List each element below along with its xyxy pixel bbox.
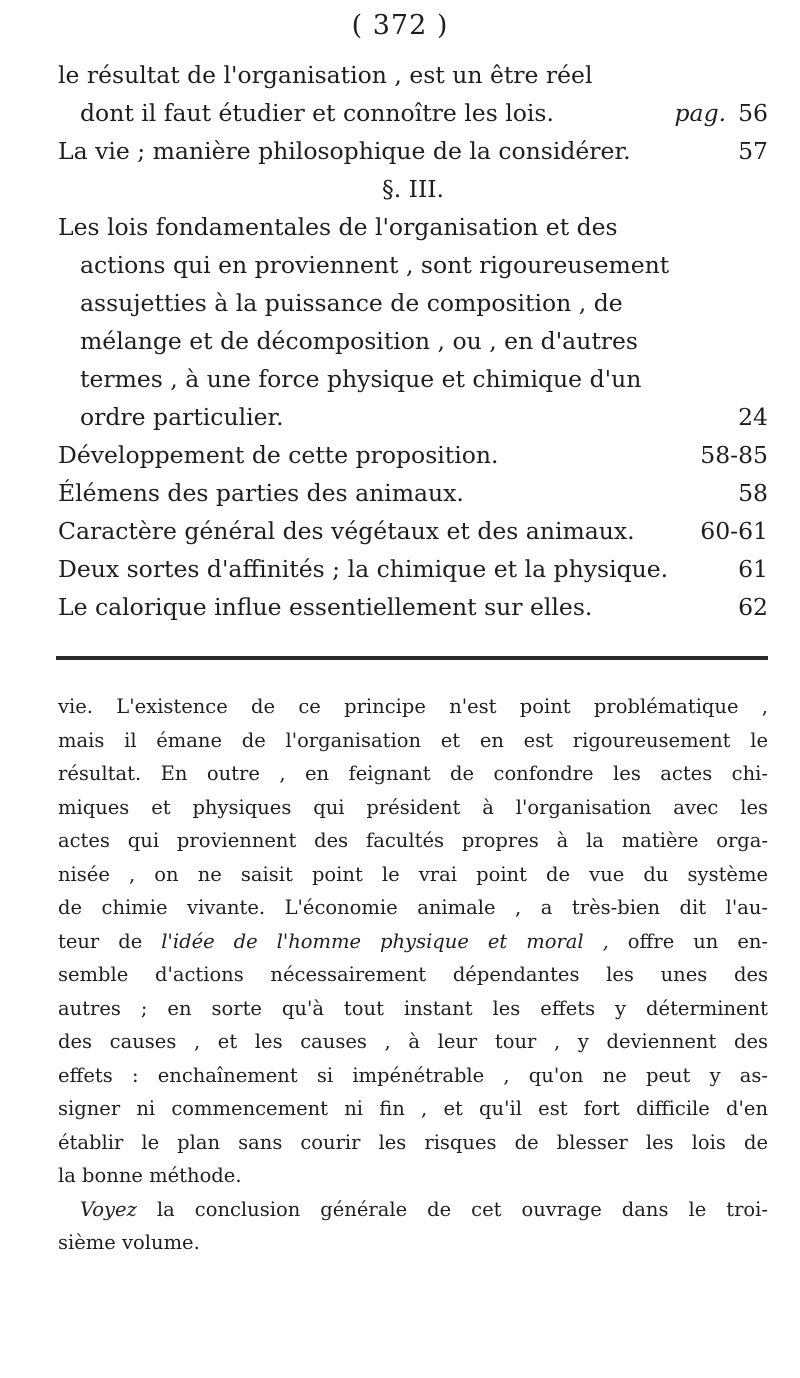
footnote-line: vie. L'existence de ce principe n'est point problématique ,	[58, 695, 768, 718]
footnote-line	[58, 925, 768, 959]
footnote-line: mais il émane de l'organisation et en est rigoureusement le	[58, 728, 768, 752]
toc-entry-text: Le calorique influe essentiellement sur elles.	[58, 593, 593, 621]
toc-page-number: 58-85	[700, 441, 768, 469]
summary-line: actions qui en proviennent , sont rigoureusement	[80, 251, 670, 279]
toc-line	[58, 132, 768, 170]
summary-line-text: ordre particulier.	[80, 403, 284, 431]
book-title: l'idée de l'homme physique et moral ,	[161, 929, 609, 953]
toc-page-number: 60-61	[700, 517, 768, 545]
summary-line: termes , à une force physique et chimique d'un	[80, 365, 642, 393]
footnote-line: des causes , et les causes , à leur tour , y deviennent des	[58, 1030, 768, 1053]
footnote-text: teur de	[58, 929, 143, 953]
summary-line: mélange et de décomposition , ou , en d'autres	[80, 327, 638, 355]
footnote	[58, 690, 768, 1260]
summary-line: assujetties à la puissance de composition , de	[80, 289, 623, 317]
footnote-line: nisée , on ne saisit point le vrai point de vue du système	[58, 862, 768, 886]
footnote-line: semble d'actions nécessairement dépendantes les unes des	[58, 963, 768, 986]
toc-entry-text: Caractère général des végétaux et des animaux.	[58, 517, 635, 545]
toc-page-number: 57	[738, 137, 768, 165]
toc-entry	[58, 474, 768, 512]
toc-page-number: 62	[738, 593, 768, 621]
voyez-word: Voyez	[80, 1197, 137, 1221]
footnote-line: établir le plan sans courir les risques de blesser les lois de	[58, 1130, 768, 1154]
toc-line-text: le résultat de l'organisation , est un être réel	[58, 61, 593, 89]
toc-entry-text: Élémens des parties des animaux.	[58, 479, 464, 507]
footnote-line: sième volume.	[58, 1231, 200, 1254]
footnote-line: la bonne méthode.	[58, 1164, 242, 1187]
footnote-text: offre un en-	[627, 929, 769, 953]
footnote-text: la conclusion générale de cet ouvrage dans le troi-	[156, 1197, 769, 1221]
toc-page-number: 56	[738, 99, 768, 127]
toc-entry	[58, 436, 768, 474]
page-number: ( 372 )	[351, 10, 449, 41]
footnote-line: miques et physiques qui président à l'organisation avec les	[58, 795, 768, 819]
toc-entry	[58, 512, 768, 550]
footnote-line: effets : enchaînement si impénétrable , qu'on ne peut y as-	[58, 1063, 768, 1087]
toc-page-number: 61	[738, 555, 768, 583]
footnote-line: de chimie vivante. L'économie animale , a très-bien dit l'au-	[58, 896, 768, 919]
pag-abbrev: pag.	[674, 99, 727, 127]
toc-entry-text: Deux sortes d'affinités ; la chimique et la physique.	[58, 555, 669, 583]
toc-page-ref	[675, 94, 768, 132]
footnote-line: autres ; en sorte qu'à tout instant les effets y déterminent	[58, 996, 768, 1020]
footnote-line	[58, 1193, 768, 1227]
toc-entry	[58, 550, 768, 588]
section-summary	[58, 208, 768, 436]
toc-line	[58, 56, 768, 94]
toc-line-text: dont il faut étudier et connoître les lois.	[80, 99, 554, 127]
toc-entry-text: Développement de cette proposition.	[58, 441, 499, 469]
toc-line	[58, 94, 768, 132]
toc-page-number: 24	[738, 403, 768, 431]
toc-page-number: 58	[738, 479, 768, 507]
toc-entry	[58, 588, 768, 626]
footnote-line: résultat. En outre , en feignant de confondre les actes chi-	[58, 762, 768, 785]
summary-line	[58, 398, 768, 436]
footnote-divider	[56, 656, 768, 660]
summary-line: Les lois fondamentales de l'organisation et des	[58, 213, 618, 241]
section-heading: §. III.	[381, 175, 444, 203]
footnote-line: actes qui proviennent des facultés propres à la matière orga-	[58, 829, 768, 852]
table-of-contents	[58, 56, 768, 626]
toc-line-text: La vie ; manière philosophique de la considérer.	[58, 137, 631, 165]
footnote-line: signer ni commencement ni fin , et qu'il est fort difficile d'en	[58, 1097, 768, 1120]
